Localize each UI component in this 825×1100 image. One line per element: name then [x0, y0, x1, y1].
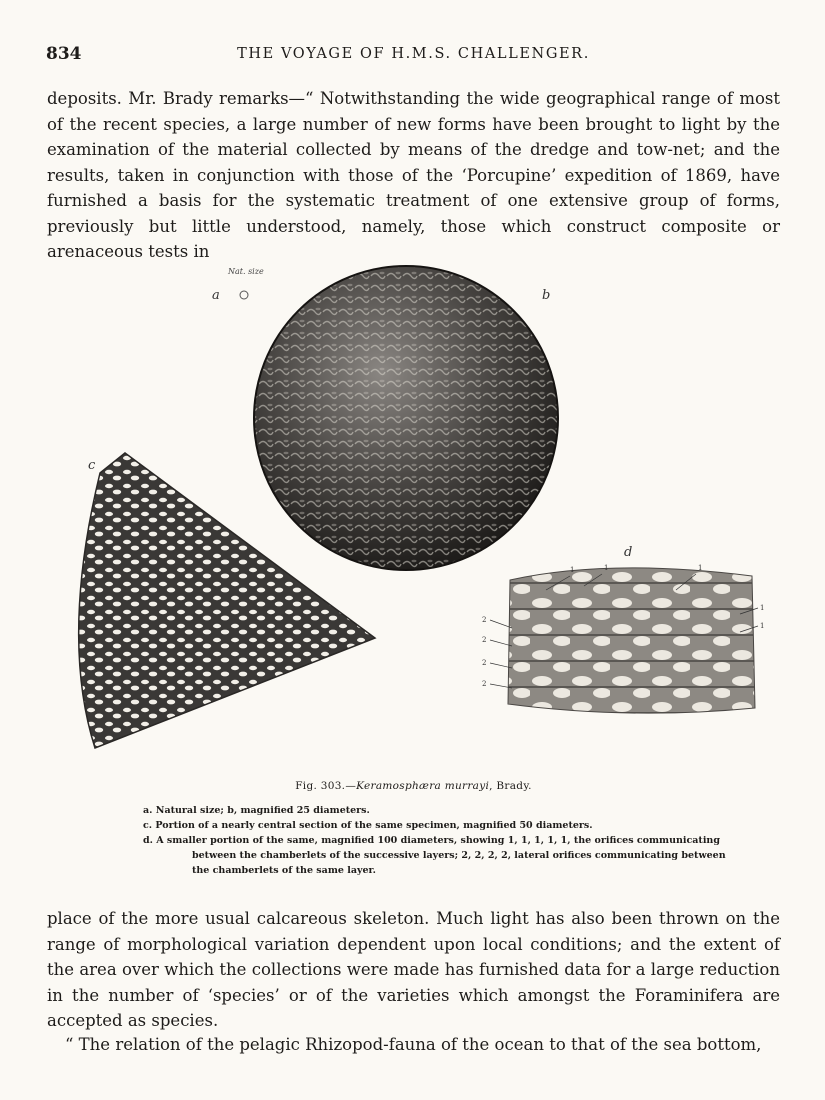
label-d: d [624, 545, 633, 560]
layer-specimen-d [482, 564, 764, 713]
natural-size-specimen [240, 291, 248, 299]
legend-line: a. Natural size; b, magnified 25 diameters. [143, 805, 370, 816]
caption-species: Keramosphæra murrayi [356, 780, 490, 792]
legend-line: c. Portion of a nearly central section of the same specimen, magnified 50 diameters. [143, 820, 593, 831]
figure-caption [47, 780, 780, 792]
running-title: THE VOYAGE OF H.M.S. CHALLENGER. [237, 46, 590, 62]
svg-text:1: 1 [604, 564, 609, 572]
figure-legend [143, 803, 733, 878]
svg-text:1: 1 [698, 564, 703, 572]
caption-prefix: Fig. 303.— [295, 780, 357, 792]
svg-text:1: 1 [760, 622, 765, 630]
caption-suffix: , Brady. [489, 780, 532, 792]
page-header [46, 44, 781, 68]
svg-text:2: 2 [482, 680, 487, 688]
paragraph-top: deposits. Mr. Brady remarks—“ Notwithstanding the wide geographical range of most of the recent species, a large number of new forms have been brought to light by the examination of the material collected by means of the dredge and tow-net; and the results, taken in conjunction with those of the ‘Porcupine’ expedition of 1869, have furnished a basis for the systematic treatment of one extensive group of forms, previously but little understood, namely, those which construct composite or arenaceous tests in [47, 89, 780, 261]
figure-illustration [50, 258, 780, 778]
natural-size-label: Nat. size [228, 267, 264, 276]
figure-303 [50, 258, 780, 778]
legend-line: the chamberlets of the same layer. [192, 865, 376, 876]
svg-text:2: 2 [482, 616, 487, 624]
page-number: 834 [46, 44, 82, 64]
svg-text:2: 2 [482, 636, 487, 644]
paragraph-bottom: place of the more usual calcareous skeleton. Much light has also been thrown on the range of morphological variation dependent upon local conditions; and the extent of the area over which the collections were made has furnished data for a large reduction in the number of ‘species’ or of the varieties which amongst the Foraminifera are accepted as species. [47, 909, 780, 1030]
svg-text:1: 1 [570, 566, 575, 574]
label-b: b [542, 288, 551, 303]
label-c: c [88, 458, 96, 473]
legend-line: between the chamberlets of the successive layers; 2, 2, 2, 2, lateral orifices communicating between [192, 850, 726, 861]
svg-text:2: 2 [482, 659, 487, 667]
paragraph-last: “ The relation of the pelagic Rhizopod-fauna of the ocean to that of the sea bottom, [65, 1035, 762, 1054]
label-a: a [212, 288, 220, 303]
sphere-specimen-b [254, 266, 558, 570]
svg-text:1: 1 [760, 604, 765, 612]
legend-line: d. A smaller portion of the same, magnified 100 diameters, showing 1, 1, 1, 1, 1, the orifices communicating [143, 835, 720, 846]
